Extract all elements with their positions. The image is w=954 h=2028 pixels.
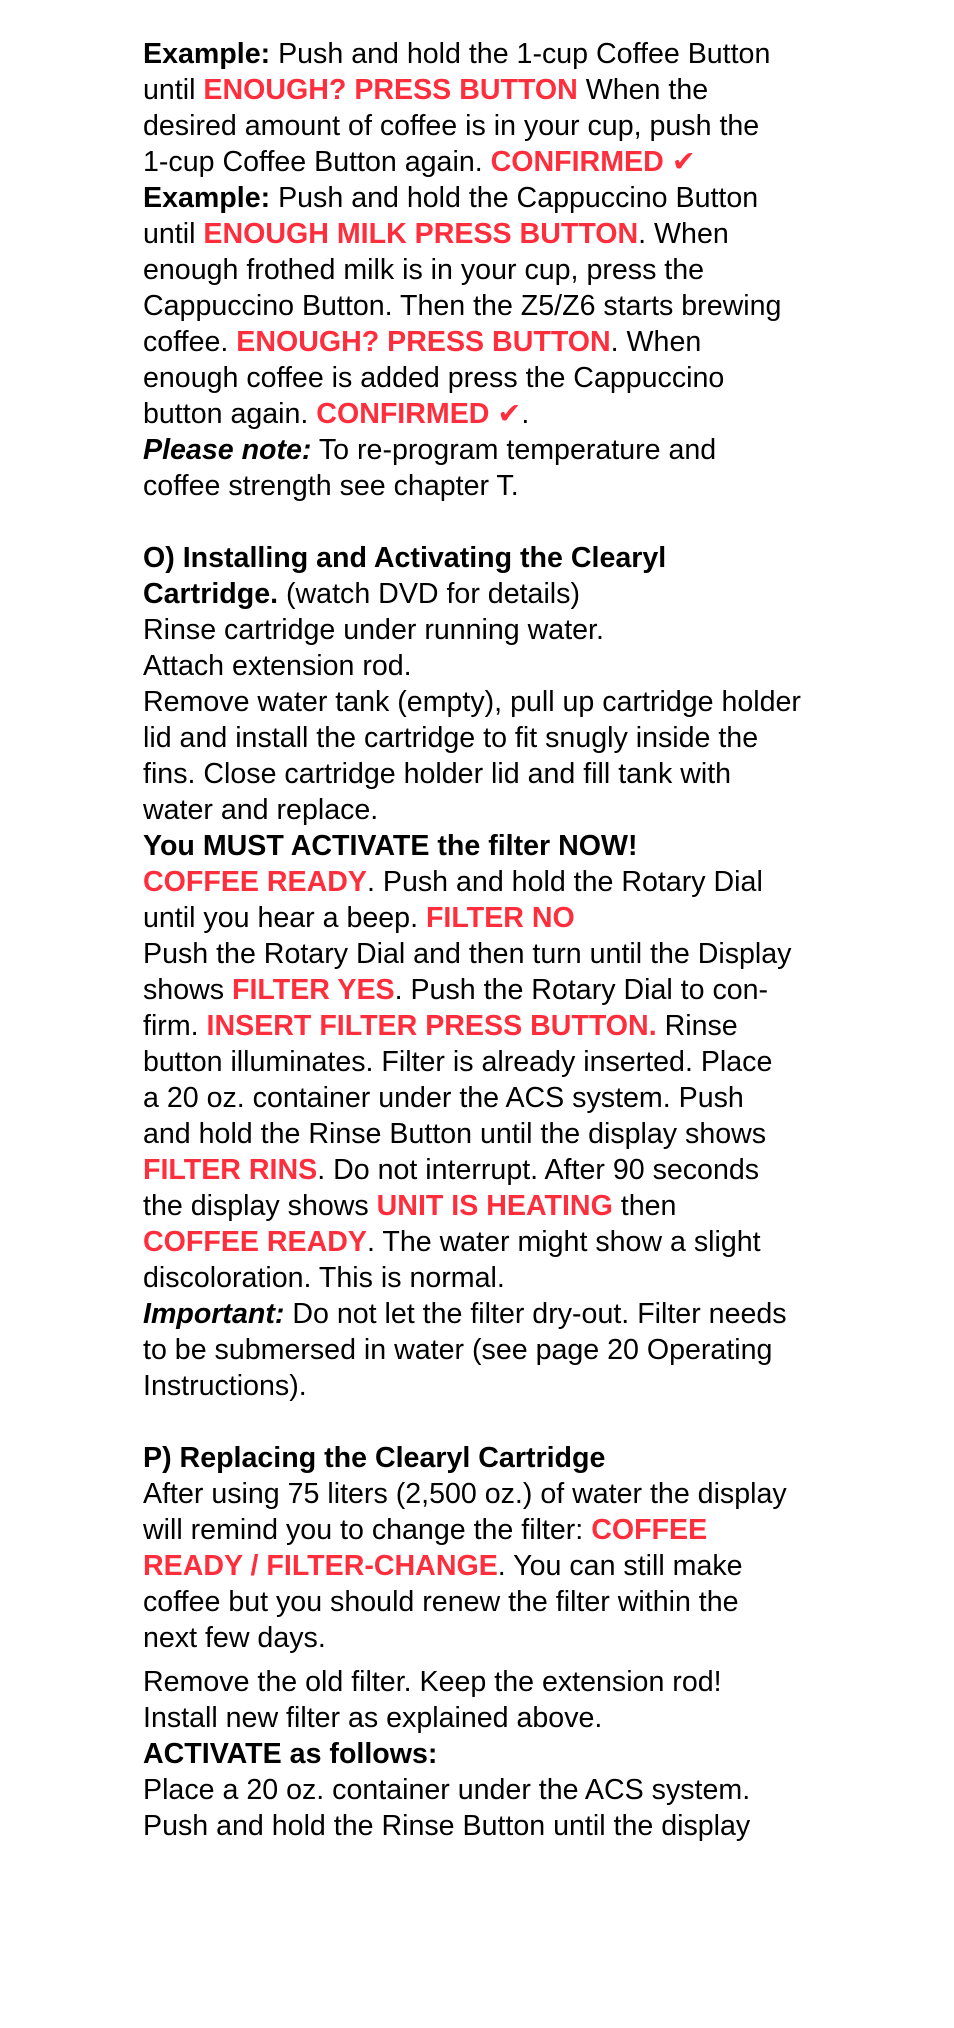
text-line: enough coffee is added press the Cappuccino — [143, 362, 725, 394]
display-message: ENOUGH? PRESS BUTTON — [236, 326, 611, 358]
text-line: Push and hold the Rinse Button until the display — [143, 1810, 751, 1842]
text-line: and hold the Rinse Button until the display shows — [143, 1118, 767, 1150]
display-message: UNIT IS HEATING — [376, 1190, 613, 1222]
spacer — [143, 504, 843, 540]
text-line — [143, 432, 843, 468]
note — [143, 432, 843, 504]
example-1 — [143, 36, 843, 180]
text: will remind you to change the filter: — [143, 1514, 592, 1546]
text-line: to be submersed in water (see page 20 Operating — [143, 1334, 773, 1366]
text-line — [143, 576, 843, 612]
text: . Do not interrupt. After 90 seconds — [317, 1154, 760, 1186]
text-line: Cappuccino Button. Then the Z5/Z6 starts brewing — [143, 290, 782, 322]
display-message: FILTER YES — [232, 974, 395, 1006]
text-line: water and replace. — [143, 794, 379, 826]
text-line: enough frothed milk is in your cup, press the — [143, 254, 705, 286]
text: the display shows — [143, 1190, 377, 1222]
text-line — [143, 216, 843, 252]
text-line: coffee but you should renew the filter within the — [143, 1586, 739, 1618]
text: until — [143, 218, 204, 250]
text: . — [521, 398, 530, 430]
display-message: CONFIRMED — [316, 398, 490, 430]
section-heading: O) Installing and Activating the Clearyl — [143, 542, 667, 574]
example-label: Example: — [143, 38, 271, 70]
text: Push and hold the Cappuccino Button — [270, 182, 759, 214]
spacer — [143, 1404, 843, 1440]
text-line — [143, 972, 843, 1008]
display-message: READY / FILTER-CHANGE — [143, 1550, 498, 1582]
spacer — [143, 1656, 843, 1664]
text-line — [143, 1224, 843, 1260]
text: firm. — [143, 1010, 207, 1042]
text-line — [143, 1008, 843, 1044]
display-message: ENOUGH? PRESS BUTTON — [203, 74, 578, 106]
warning-text: You MUST ACTIVATE the filter NOW! — [143, 830, 638, 862]
text: . The water might show a slight — [367, 1226, 761, 1258]
checkmark-icon: ✔ — [663, 146, 696, 178]
text-line — [143, 1152, 843, 1188]
text-line: After using 75 liters (2,500 oz.) of water the display — [143, 1478, 787, 1510]
manual-page — [143, 36, 843, 1844]
section-heading: P) Replacing the Clearyl Cartridge — [143, 1442, 606, 1474]
text-line: Install new filter as explained above. — [143, 1702, 603, 1734]
text: . When — [610, 326, 702, 358]
display-message: INSERT FILTER PRESS BUTTON. — [206, 1010, 657, 1042]
section-p — [143, 1440, 843, 1844]
text-line — [143, 900, 843, 936]
text-line: Rinse cartridge under running water. — [143, 614, 604, 646]
text: . Push the Rotary Dial to con- — [394, 974, 769, 1006]
text-line — [143, 72, 843, 108]
text: button again. — [143, 398, 317, 430]
display-message: FILTER NO — [425, 902, 575, 934]
text-line: discoloration. This is normal. — [143, 1262, 505, 1294]
text: until — [143, 74, 204, 106]
text-line — [143, 144, 843, 180]
text-line: next few days. — [143, 1622, 326, 1654]
checkmark-icon: ✔ — [489, 398, 522, 430]
display-message: COFFEE — [591, 1514, 708, 1546]
text-line: Instructions). — [143, 1370, 307, 1402]
important-label: Important: — [143, 1298, 285, 1330]
display-message: COFFEE READY — [143, 1226, 368, 1258]
text: When the — [577, 74, 709, 106]
text: Do not let the filter dry-out. Filter needs — [284, 1298, 787, 1330]
text: then — [612, 1190, 677, 1222]
text-line: lid and install the cartridge to fit snugly inside the — [143, 722, 759, 754]
display-message: CONFIRMED — [490, 146, 664, 178]
text-line: a 20 oz. container under the ACS system. Push — [143, 1082, 744, 1114]
text-line: Remove water tank (empty), pull up cartridge holder — [143, 686, 801, 718]
text-line: desired amount of coffee is in your cup, push the — [143, 110, 760, 142]
text-line — [143, 1188, 843, 1224]
section-heading: Cartridge. — [143, 578, 279, 610]
display-message: FILTER RINS — [143, 1154, 318, 1186]
text-line — [143, 324, 843, 360]
text-line — [143, 36, 843, 72]
text-line — [143, 1548, 843, 1584]
text: . When — [638, 218, 729, 250]
text-line: Push the Rotary Dial and then turn until the Display — [143, 938, 792, 970]
text: To re-program temperature and — [311, 434, 717, 466]
text: . Push and hold the Rotary Dial — [367, 866, 763, 898]
example-label: Example: — [143, 182, 271, 214]
activate-heading: ACTIVATE as follows: — [143, 1738, 438, 1770]
text-line — [143, 180, 843, 216]
example-2 — [143, 180, 843, 432]
text-line: Attach extension rod. — [143, 650, 412, 682]
text: until you hear a beep. — [143, 902, 426, 934]
text-line: Place a 20 oz. container under the ACS system. — [143, 1774, 751, 1806]
text: shows — [143, 974, 232, 1006]
section-o — [143, 540, 843, 1404]
text-line: coffee strength see chapter T. — [143, 470, 519, 502]
text-line: button illuminates. Filter is already inserted. Place — [143, 1046, 773, 1078]
text: Push and hold the 1-cup Coffee Button — [270, 38, 771, 70]
text: (watch DVD for details) — [278, 578, 580, 610]
text-line — [143, 396, 843, 432]
text-line — [143, 1296, 843, 1332]
text: Rinse — [656, 1010, 738, 1042]
text: coffee. — [143, 326, 237, 358]
text-line — [143, 864, 843, 900]
display-message: ENOUGH MILK PRESS BUTTON — [203, 218, 639, 250]
text: 1-cup Coffee Button again. — [143, 146, 491, 178]
text-line — [143, 1512, 843, 1548]
display-message: COFFEE READY — [143, 866, 368, 898]
text-line: fins. Close cartridge holder lid and fill tank with — [143, 758, 732, 790]
text: . You can still make — [497, 1550, 743, 1582]
text-line: Remove the old filter. Keep the extension rod! — [143, 1666, 722, 1698]
note-label: Please note: — [143, 434, 312, 466]
